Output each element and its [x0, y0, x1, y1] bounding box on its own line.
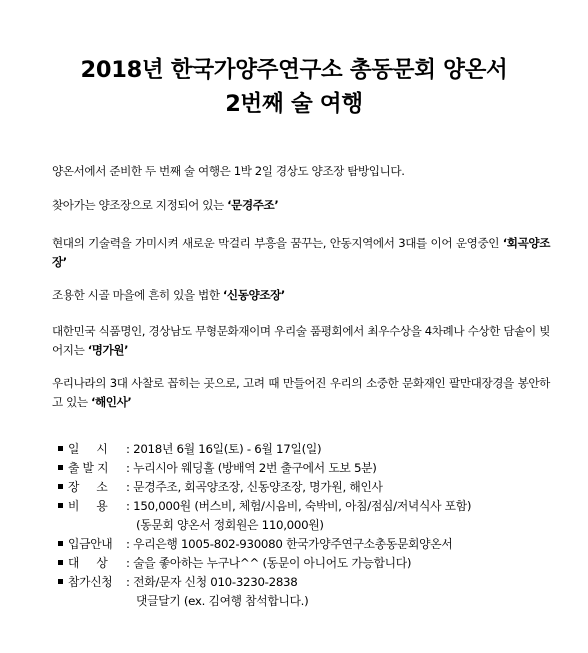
- bullet-square-icon: [58, 484, 63, 489]
- bullet-square-icon: [58, 560, 63, 565]
- info-label: 참가신청: [68, 575, 113, 589]
- info-value: : 2018년 6월 16일(토) - 6월 17일(일): [126, 442, 322, 456]
- paragraph-text: 현대의 기술력을 가미시켜 새로운 막걸리 부흥을 꿈꾸는, 안동지역에서 3대를 이어 운영중인: [52, 236, 503, 250]
- info-row-payment: [58, 535, 558, 554]
- paragraph-mungyeong: [52, 196, 550, 215]
- info-row-departure: [58, 459, 558, 478]
- event-info-list: [58, 440, 558, 611]
- bullet-square-icon: [58, 465, 63, 470]
- info-label: 일 시: [68, 442, 108, 456]
- paragraph-text: 조용한 시골 마을에 흔히 있을 법한: [52, 288, 223, 302]
- info-label: 입금안내: [68, 537, 113, 551]
- info-value: : 전화/문자 신청 010-3230-2838: [126, 575, 298, 589]
- paragraph-highlight: ‘명가원’: [87, 342, 129, 357]
- info-value: : 술을 좋아하는 누구나^^ (동문이 아니어도 가능합니다): [126, 556, 412, 570]
- info-row-places: [58, 478, 558, 497]
- bullet-square-icon: [58, 446, 63, 451]
- paragraph-text: 대한민국 식품명인, 경상남도 무형문화재이며 우리술 품평회에서 최우수상을 4차례나 수상한 담솥이 빚어지는: [52, 324, 550, 357]
- paragraph-text: 우리나라의 3대 사찰로 꼽히는 곳으로, 고려 때 만들어진 우리의 소중한 문화재인 팔만대장경을 봉안하고 있는: [52, 376, 550, 409]
- paragraph-highlight: ‘회곡양조장’: [52, 236, 550, 269]
- paragraph-highlight: ‘신동양조장’: [222, 288, 285, 302]
- info-label: 장 소: [68, 480, 108, 494]
- paragraph-intro: [52, 162, 550, 181]
- paragraph-haeinsa: [52, 374, 550, 411]
- info-value: : 150,000원 (버스비, 체험/시음비, 숙박비, 아침/점심/저녁식사 포함): [126, 499, 472, 513]
- info-row-cost-member: [58, 516, 558, 535]
- info-value: : 누리시아 웨딩홀 (방배역 2번 출구에서 도보 5분): [126, 461, 377, 475]
- paragraph-myeonggawon: [52, 322, 550, 359]
- info-row-target: [58, 554, 558, 573]
- bullet-square-icon: [58, 541, 63, 546]
- title-line-1: 2018년 한국가양주연구소 총동문회 양온서: [80, 57, 508, 83]
- info-label: 비 용: [68, 499, 108, 513]
- info-label: 대 상: [68, 556, 108, 570]
- info-row-apply: [58, 573, 558, 592]
- info-label: 출 발 지: [68, 461, 109, 475]
- paragraph-hoegok: [52, 234, 550, 271]
- info-row-apply-comment: [58, 592, 558, 611]
- info-row-cost: [58, 497, 558, 516]
- paragraph-highlight: ‘해인사’: [90, 394, 132, 409]
- paragraph-sindong: [52, 286, 550, 305]
- info-value: : 우리은행 1005-802-930080 한국가양주연구소총동문회양온서: [126, 537, 453, 551]
- paragraph-text: 양온서에서 준비한 두 번째 술 여행은 1박 2일 경상도 양조장 탐방입니다.: [52, 164, 405, 178]
- info-value: : 문경주조, 회곡양조장, 신동양조장, 명가원, 해인사: [126, 480, 383, 494]
- info-row-date: [58, 440, 558, 459]
- info-value: 댓글달기 (ex. 김여행 참석합니다.): [136, 594, 309, 608]
- title-line-2: 2번째 술 여행: [225, 91, 363, 117]
- paragraph-text: 찾아가는 양조장으로 지정되어 있는: [52, 198, 228, 212]
- paragraph-highlight: ‘문경주조’: [227, 198, 279, 212]
- bullet-square-icon: [58, 579, 63, 584]
- bullet-square-icon: [58, 503, 63, 508]
- info-value: (동문회 양온서 정회원은 110,000원): [136, 518, 324, 532]
